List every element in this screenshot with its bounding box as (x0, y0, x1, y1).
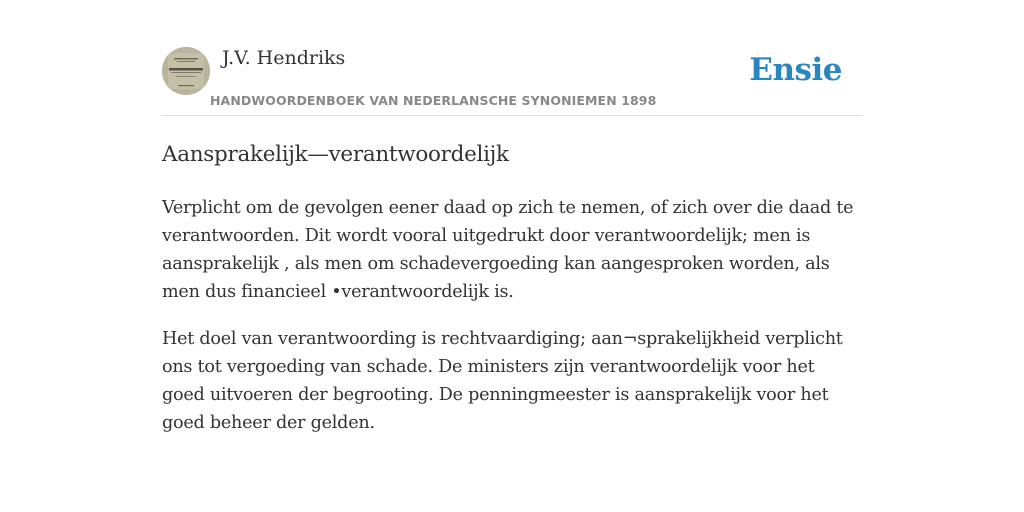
entry-card (162, 0, 862, 437)
author-name[interactable]: J.V. Hendriks (222, 47, 346, 69)
entry-header (162, 0, 862, 116)
book-cover-icon (162, 47, 210, 95)
source-title[interactable]: HANDWOORDENBOEK VAN NEDERLANSCHE SYNONIEMEN 1898 (210, 93, 657, 108)
book-cover-avatar[interactable] (162, 47, 210, 95)
definition-paragraph: Het doel van verantwoording is rechtvaardiging; aan¬sprakelijkheid verplicht ons tot vergoeding van schade. De ministers zijn verantwoordelijk voor het goed uitvoeren der begrooting. De penningmeester is aansprakelijk voor het goed beheer der gelden. (162, 329, 843, 433)
definition-paragraph: Verplicht om de gevolgen eener daad op zich te nemen, of zich over die daad te verantwoorden. Dit wordt vooral uitgedrukt door verantwoordelijk; men is aansprakelijk , als men om schadevergoeding kan aangesproken worden, als men dus financieel •verantwoordelijk is. (162, 198, 854, 302)
brand-logo[interactable]: Ensie (749, 52, 842, 88)
entry-title: Aansprakelijk—verantwoordelijk (162, 142, 509, 167)
